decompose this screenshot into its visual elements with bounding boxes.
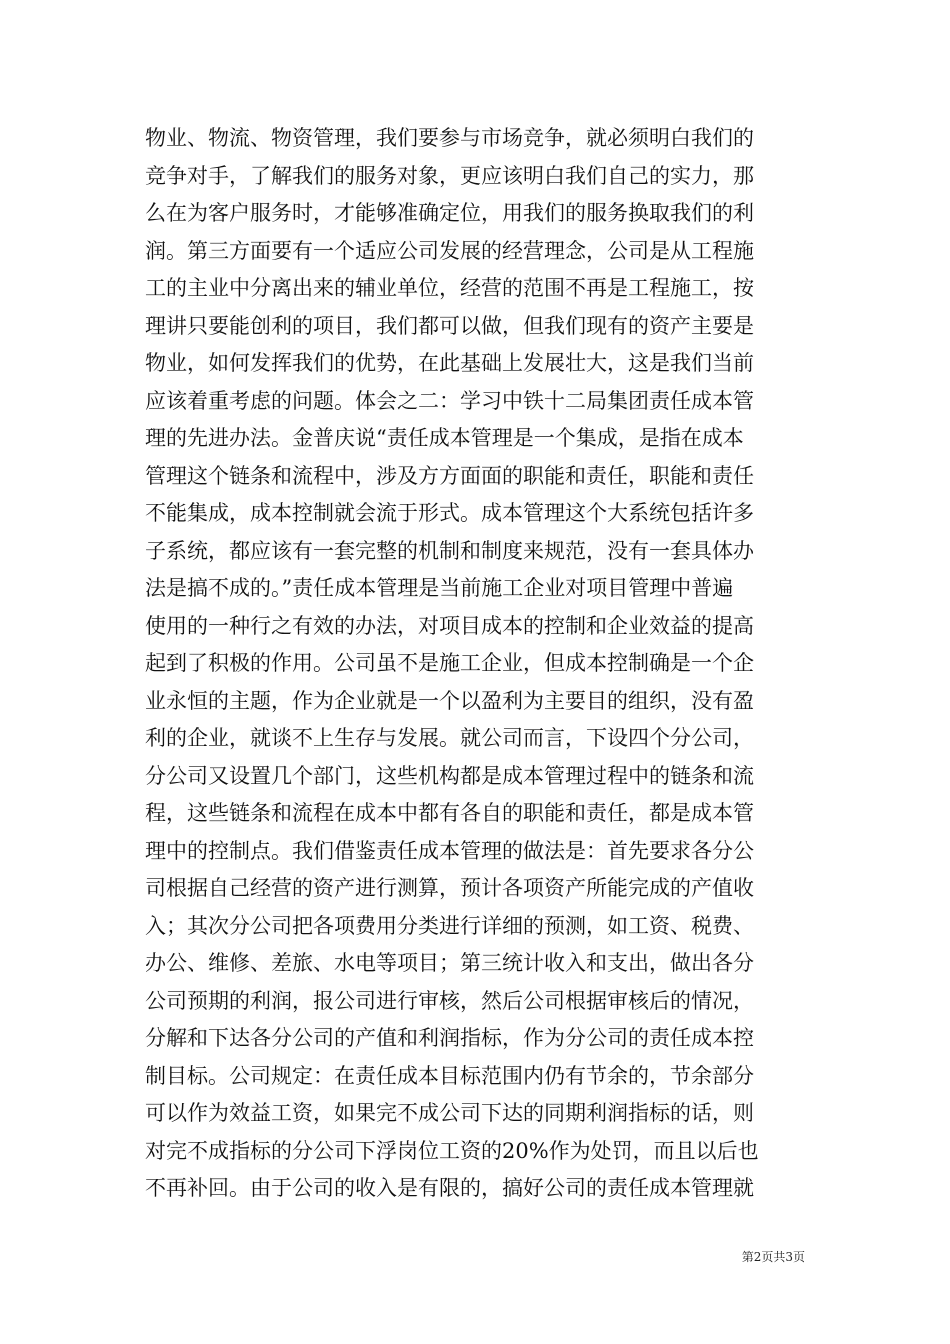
text-line: 么在为客户服务时，才能够准确定位，用我们的服务换取我们的利 — [145, 201, 754, 225]
text-line: 不再补回。由于公司的收入是有限的，搞好公司的责任成本管理就 — [145, 1176, 754, 1200]
text-line: 竞争对手，了解我们的服务对象，更应该明白我们自己的实力，那 — [145, 163, 754, 188]
text-line: 分公司又设置几个部门，这些机构都是成本管理过程中的链条和流 — [145, 763, 754, 788]
text-line: 可以作为效益工资，如果完不成公司下达的同期利润指标的话，则 — [145, 1101, 754, 1125]
text-line: 办公、维修、差旅、水电等项目；第三统计收入和支出，做出各分 — [145, 951, 754, 975]
text-line: 理中的控制点。我们借鉴责任成本管理的做法是：首先要求各分公 — [145, 838, 754, 863]
text-line: 制目标。公司规定：在责任成本目标范围内仍有节余的，节余部分 — [145, 1063, 754, 1088]
text-line: 润。第三方面要有一个适应公司发展的经营理念，公司是从工程施 — [145, 238, 754, 263]
text-line: 工的主业中分离出来的辅业单位，经营的范围不再是工程施工，按 — [145, 276, 754, 300]
page-number: 第2页共3页 — [741, 1250, 805, 1264]
text-line: 对完不成指标的分公司下浮岗位工资的20%作为处罚，而且以后也 — [145, 1138, 759, 1163]
text-line: 业永恒的主题，作为企业就是一个以盈利为主要目的组织，没有盈 — [145, 688, 754, 713]
body-paragraph — [145, 120, 805, 1208]
text-line: 应该着重考虑的问题。体会之二：学习中铁十二局集团责任成本管 — [145, 388, 754, 413]
text-line: 程，这些链条和流程在成本中都有各自的职能和责任，都是成本管 — [145, 801, 754, 825]
text-line: 利的企业，就谈不上生存与发展。就公司而言，下设四个分公司， — [145, 726, 754, 750]
text-line: 管理这个链条和流程中，涉及方方面面的职能和责任，职能和责任 — [145, 463, 754, 488]
text-line: 司根据自己经营的资产进行测算，预计各项资产所能完成的产值收 — [145, 876, 754, 900]
text-line: 物业，如何发挥我们的优势，在此基础上发展壮大，这是我们当前 — [145, 351, 754, 375]
text-line: 分解和下达各分公司的产值和利润指标，作为分公司的责任成本控 — [145, 1026, 754, 1050]
text-line: 物业、物流、物资管理，我们要参与市场竞争，就必须明白我们的 — [145, 126, 754, 150]
text-line: 理讲只要能创利的项目，我们都可以做，但我们现有的资产主要是 — [145, 313, 754, 338]
text-line: 理的先进办法。金普庆说“责任成本管理是一个集成，是指在成本 — [145, 426, 744, 450]
text-line: 不能集成，成本控制就会流于形式。成本管理这个大系统包括许多 — [145, 501, 754, 525]
text-line: 法是搞不成的。”责任成本管理是当前施工企业对项目管理中普遍 — [145, 576, 734, 600]
text-line: 起到了积极的作用。公司虽不是施工企业，但成本控制确是一个企 — [145, 651, 754, 675]
text-line: 公司预期的利润，报公司进行审核，然后公司根据审核后的情况， — [145, 988, 754, 1013]
text-line: 入；其次分公司把各项费用分类进行详细的预测，如工资、税费、 — [145, 913, 754, 938]
text-line: 使用的一种行之有效的办法，对项目成本的控制和企业效益的提高 — [145, 613, 754, 638]
text-line: 子系统，都应该有一套完整的机制和制度来规范，没有一套具体办 — [145, 538, 754, 563]
